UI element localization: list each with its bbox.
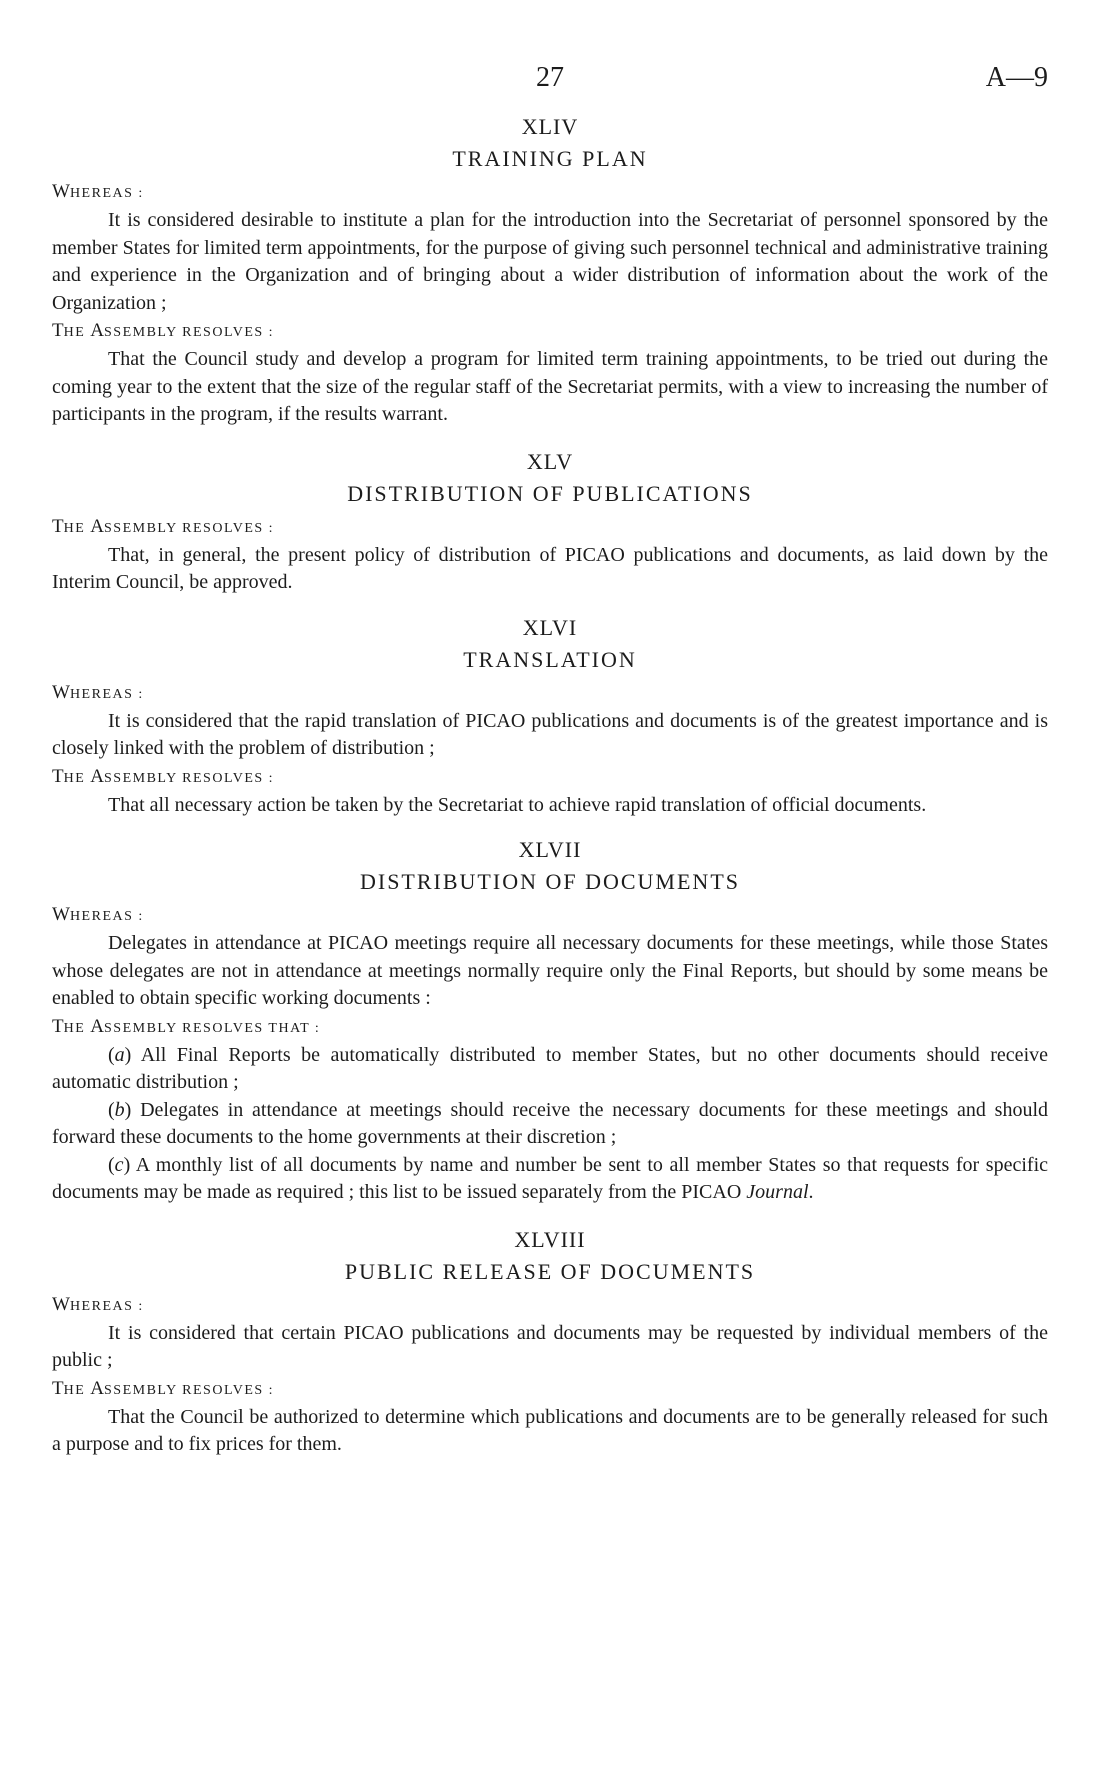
page-header (52, 62, 1048, 108)
resolution-xlvi (52, 613, 1048, 820)
resolution-number: XLVII (518, 837, 582, 862)
resolves-paragraph: That the Council be authorized to determine which publications and documents are to be generally released for such a purpose and to fix prices for them. (52, 1405, 1048, 1455)
resolution-xlviii (52, 1225, 1048, 1459)
resolution-title: DISTRIBUTION OF PUBLICATIONS (347, 480, 753, 506)
list-item-c: (c) A monthly list of all documents by name and number be sent to all member States so that requests for specific documents may be made as required ; this list to be issued separately from the PICAO Journal. (52, 1153, 1048, 1203)
resolution-title: TRANSLATION (463, 646, 637, 672)
whereas-paragraph: It is considered desirable to institute a plan for the introduction into the Secretariat of personnel sponsored by the member States for limited term appointments, for the purpose of giving such personnel technical and administrative training and experience in the Organization and of bringing about a wider distribution of information about the work of the Organization ; (52, 209, 1048, 314)
resolves-label: THE ASSEMBLY RESOLVES : (52, 1377, 275, 1399)
page-number: 27 (536, 62, 564, 93)
whereas-paragraph: Delegates in attendance at PICAO meetings require all necessary documents for these meetings, while those States whose delegates are not in attendance at meetings normally require only the Final Reports, but should by some means be enabled to obtain specific working documents : (52, 932, 1048, 1009)
resolves-label: THE ASSEMBLY RESOLVES THAT : (52, 1015, 321, 1037)
resolution-number: XLVIII (514, 1226, 586, 1252)
list-item-a: (a) All Final Reports be automatically distributed to member States, but no other documents should receive automatic distribution ; (52, 1043, 1048, 1093)
whereas-label: WHEREAS : (52, 1293, 144, 1315)
whereas-label: WHEREAS : (52, 681, 144, 703)
whereas-label: WHEREAS : (52, 181, 144, 202)
resolution-number: XLVI (522, 614, 578, 640)
resolution-title: PUBLIC RELEASE OF DOCUMENTS (344, 1258, 756, 1284)
resolution-title: DISTRIBUTION OF DOCUMENTS (359, 869, 740, 894)
resolution-number: XLIV (521, 114, 579, 139)
resolution-title: TRAINING PLAN (452, 146, 648, 171)
resolves-paragraph: That the Council study and develop a program for limited term training appointments, to be tried out during the coming year to the extent that the size of the regular staff of the Secretariat permits, with a view to increasing the number of participants in the program, if the results warrant. (52, 348, 1048, 425)
whereas-label: WHEREAS : (52, 904, 144, 925)
resolves-label: THE ASSEMBLY RESOLVES : (52, 320, 275, 341)
document-code: A—9 (985, 62, 1048, 93)
resolution-xliv (52, 112, 1048, 429)
resolution-xlvii (52, 835, 1048, 1207)
whereas-paragraph: It is considered that certain PICAO publications and documents may be requested by individual members of the public ; (52, 1321, 1048, 1371)
resolves-paragraph: That all necessary action be taken by the Secretariat to achieve rapid translation of official documents. (108, 793, 927, 816)
resolution-number: XLV (526, 448, 574, 474)
resolution-xlv (52, 447, 1048, 597)
list-item-b: (b) Delegates in attendance at meetings should receive the necessary documents for these meetings and should forward these documents to the home governments at their discretion ; (52, 1098, 1048, 1148)
resolves-label: THE ASSEMBLY RESOLVES : (52, 515, 275, 537)
document-page (52, 62, 1048, 1459)
resolves-paragraph: That, in general, the present policy of distribution of PICAO publications and documents, as laid down by the Interim Council, be approved. (52, 543, 1048, 593)
whereas-paragraph: It is considered that the rapid translation of PICAO publications and documents is of the greatest importance and is closely linked with the problem of distribution ; (52, 709, 1048, 759)
resolves-label: THE ASSEMBLY RESOLVES : (52, 765, 275, 787)
